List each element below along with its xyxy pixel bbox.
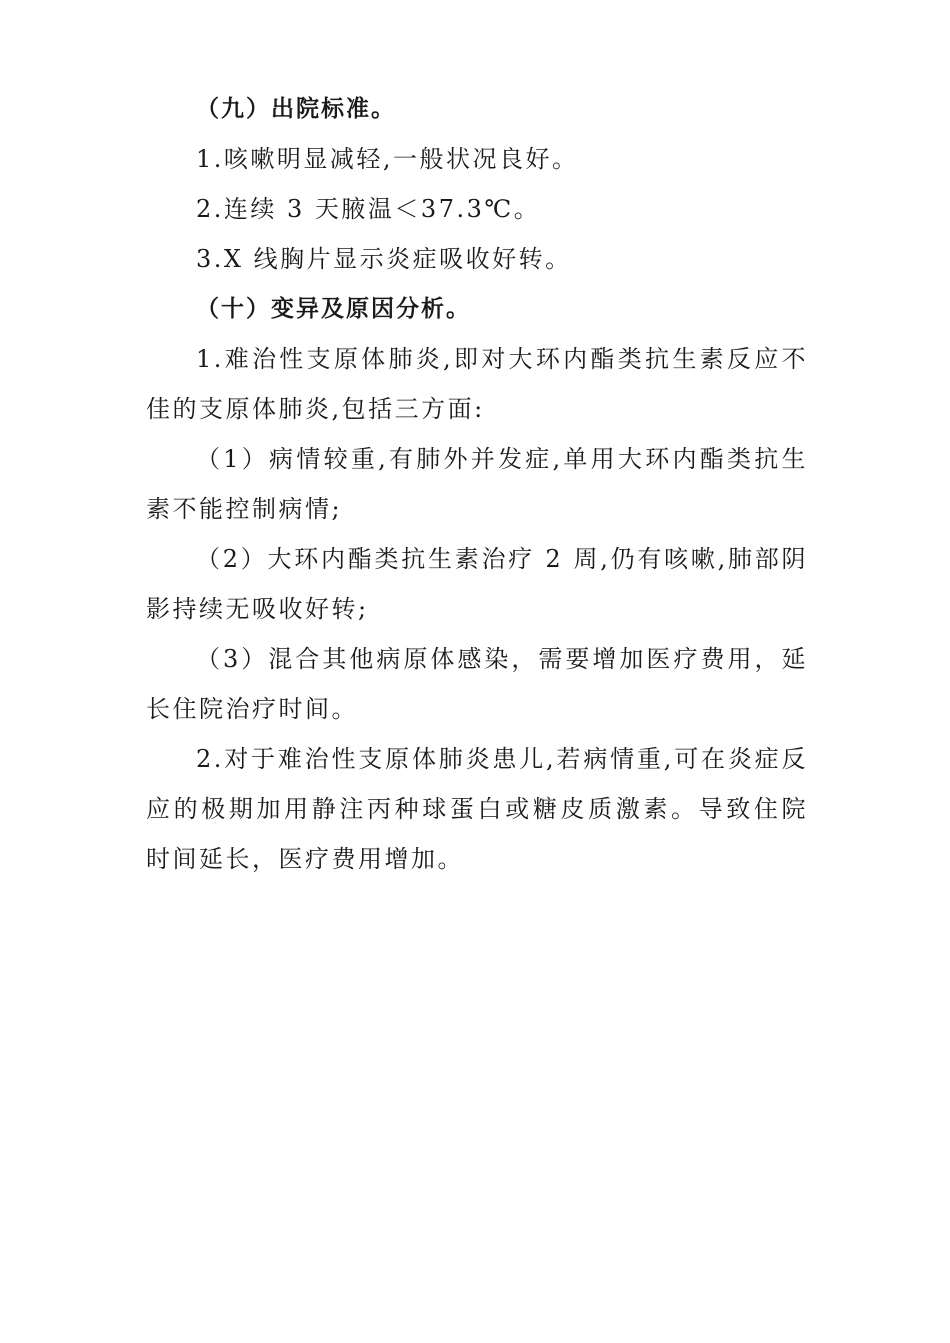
variation-subitem-3: （3）混合其他病原体感染，需要增加医疗费用，延长住院治疗时间。 bbox=[146, 645, 808, 723]
variation-subitem-2: （2）大环内酯类抗生素治疗 2 周,仍有咳嗽,肺部阴影持续无吸收好转; bbox=[146, 545, 808, 623]
variation-item-2: 2.对于难治性支原体肺炎患儿,若病情重,可在炎症反应的极期加用静注丙种球蛋白或糖皮质激素。导致住院时间延长，医疗费用增加。 bbox=[146, 745, 808, 873]
section-heading-discharge-criteria: （九）出院标准。 bbox=[196, 96, 396, 122]
discharge-criterion-2: 2.连续 3 天腋温＜37.3℃。 bbox=[196, 195, 541, 223]
section-heading-variation-analysis: （十）变异及原因分析。 bbox=[196, 296, 471, 322]
variation-subitem-1: （1）病情较重,有肺外并发症,单用大环内酯类抗生素不能控制病情; bbox=[146, 445, 808, 523]
discharge-criterion-3: 3.X 线胸片显示炎症吸收好转。 bbox=[196, 245, 572, 273]
variation-item-1: 1.难治性支原体肺炎,即对大环内酯类抗生素反应不佳的支原体肺炎,包括三方面: bbox=[146, 345, 808, 423]
discharge-criterion-1: 1.咳嗽明显减轻,一般状况良好。 bbox=[196, 145, 579, 173]
document-body bbox=[146, 84, 808, 884]
